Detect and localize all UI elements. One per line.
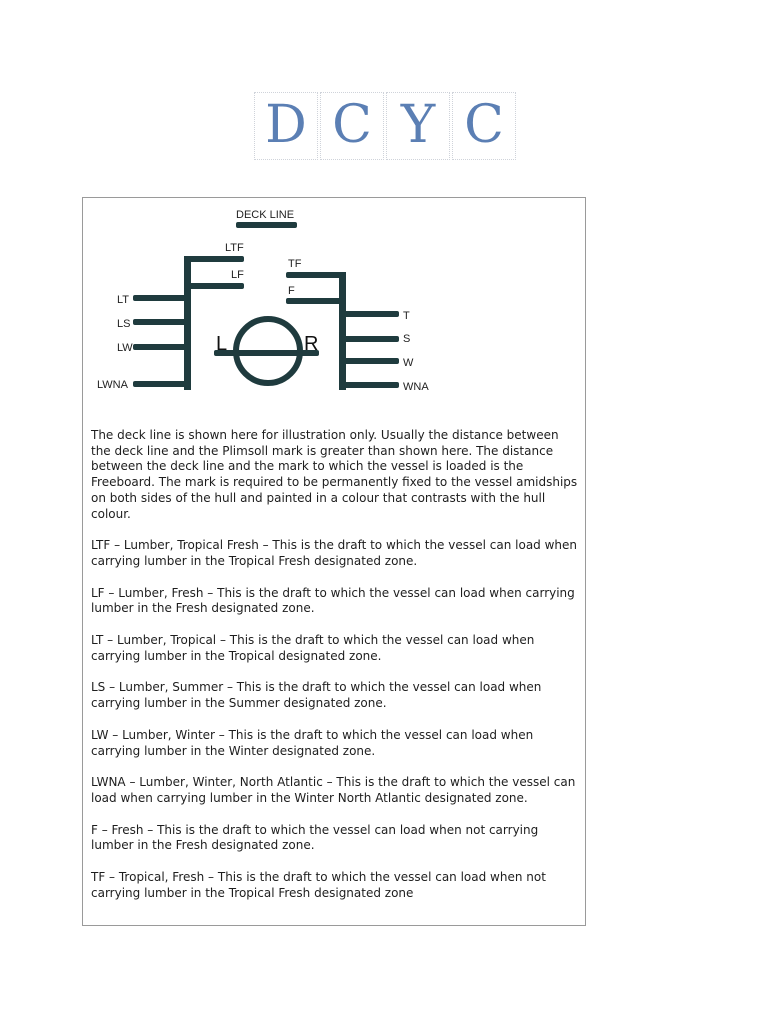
w-bar	[341, 358, 399, 364]
deck-line-bar	[236, 222, 297, 228]
lt-label: LT	[117, 294, 130, 306]
definition-ls: LS – Lumber, Summer – This is the draft to which the vessel can load when carrying lumber in the Summer designated zone.	[91, 680, 542, 711]
dcyc-logo	[252, 92, 520, 162]
definition-f: F – Fresh – This is the draft to which the vessel can load when not carrying lumber in the Fresh designated zone.	[91, 822, 539, 853]
logo-letter-c2: C	[464, 95, 504, 155]
tf-bar	[286, 272, 346, 278]
logo-letter-y: Y	[400, 95, 436, 155]
s-label: S	[403, 333, 411, 345]
t-label: T	[403, 310, 410, 322]
logo-letter-d: D	[265, 95, 307, 155]
definition-lt: LT – Lumber, Tropical – This is the draft to which the vessel can load when carrying lumber in the Tropical designated zone.	[91, 633, 535, 663]
definition-tf: TF – Tropical, Fresh – This is the draft to which the vessel can load when not carrying lumber in the Tropical Fresh designated zone	[91, 870, 546, 900]
f-label: F	[288, 285, 295, 297]
disc-l-label: L	[216, 333, 228, 355]
w-label: W	[403, 357, 414, 369]
disc-r-label: R	[304, 333, 319, 355]
ls-label: LS	[117, 318, 131, 330]
lwna-label: LWNA	[97, 379, 128, 391]
lf-bar	[184, 283, 244, 289]
ls-bar	[133, 319, 189, 325]
ltf-bar	[184, 256, 244, 262]
wna-bar	[341, 382, 399, 388]
lf-label: LF	[231, 269, 244, 281]
content-panel	[82, 197, 586, 926]
lw-label: LW	[117, 342, 133, 354]
load-line-diagram	[83, 198, 587, 408]
s-bar	[341, 336, 399, 342]
logo-letter-c: C	[332, 95, 372, 155]
definition-lf: LF – Lumber, Fresh – This is the draft to which the vessel can load when carrying lumber in the Fresh designated zone.	[91, 585, 575, 616]
f-bar	[286, 298, 346, 304]
deck-line-label: DECK LINE	[236, 209, 295, 221]
right-vertical-bar	[339, 272, 346, 390]
definition-ltf: LTF – Lumber, Tropical Fresh – This is the draft to which the vessel can load when carrying lumber in the Tropical Fresh designated zone.	[91, 538, 578, 568]
definition-lw: LW – Lumber, Winter – This is the draft to which the vessel can load when carrying lumber in the Winter designated zone.	[91, 727, 534, 758]
definition-lwna: LWNA – Lumber, Winter, North Atlantic – This is the draft to which the vessel can load when carrying lumber in the Winter North Atlantic designated zone.	[91, 775, 576, 805]
lw-bar	[133, 344, 189, 350]
wna-label: WNA	[403, 381, 429, 393]
t-bar	[341, 311, 399, 317]
tf-label: TF	[288, 258, 302, 270]
ltf-label: LTF	[225, 242, 244, 254]
intro-paragraph: The deck line is shown here for illustration only. Usually the distance between the deck line and the Plimsoll mark is greater than shown here. The distance between the deck line and the mark to which the vessel is loaded is the Freeboard. The mark is required to be permanently fixed to the vessel amidships on both sides of the hull and painted in a colour that contrasts with the hull colour.	[91, 428, 578, 521]
explanation-text	[91, 428, 581, 917]
lwna-bar	[133, 381, 189, 387]
lt-bar	[133, 295, 189, 301]
